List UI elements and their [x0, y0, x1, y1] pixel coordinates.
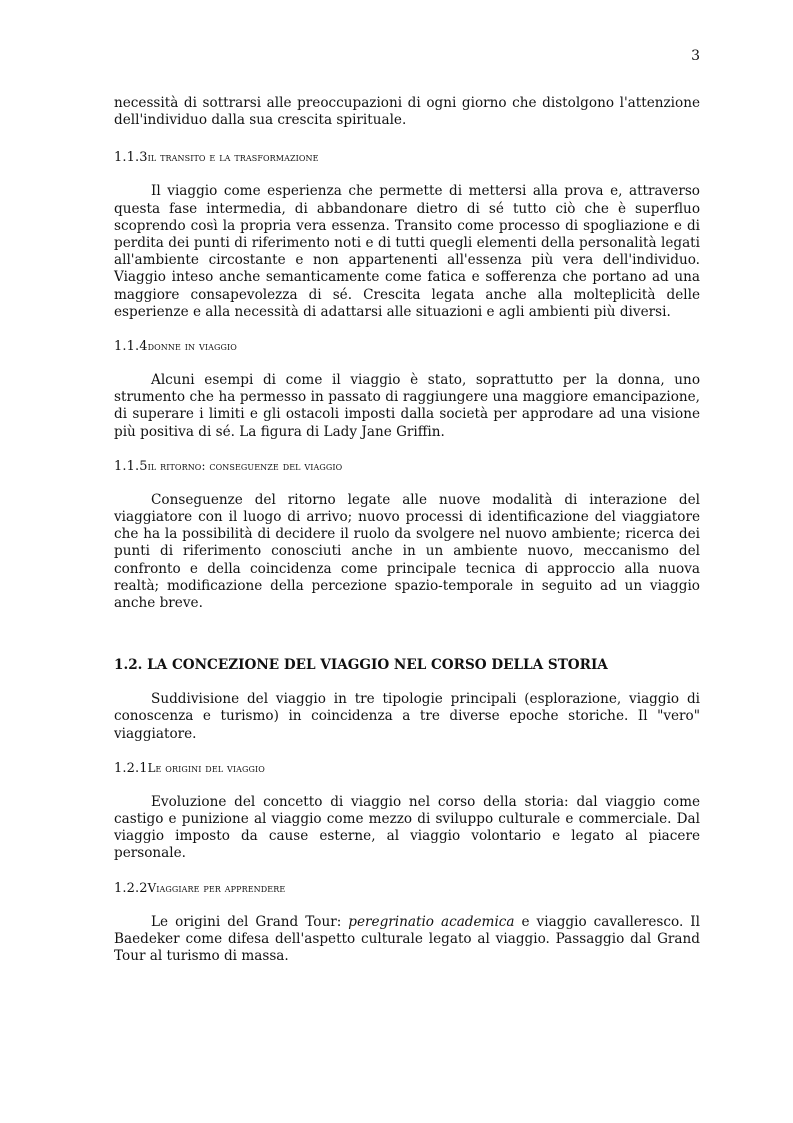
heading-number: 1.2.1 [114, 760, 148, 776]
text-after: e viaggio cavalleresco. Il Baedeker come difesa dell'aspetto culturale legato al viaggio. Passaggio dal Grand Tour al turismo di massa. [114, 913, 700, 965]
heading-1-2-2 [114, 880, 700, 897]
heading-1-1-4 [114, 338, 700, 355]
page-number: 3 [691, 48, 700, 64]
heading-number: 1.1.5 [114, 458, 148, 474]
heading-title: il ritorno: conseguenze del viaggio [147, 458, 343, 473]
paragraph-1-1-5: Conseguenze del ritorno legate alle nuove modalità di interazione del viaggiatore con il luogo di arrivo; nuovo processi di identificazione del viaggiatore che ha la possibilità di decidere il ruolo da svolgere nel nuovo ambiente; ricerca dei punti di riferimento conosciuti anche in un ambiente nuovo, meccanismo del confronto e della coincidenza come principale tecnica di approccio alla nuova realtà; modificazione della percezione spazio-temporale in seguito ad un viaggio anche breve. [114, 491, 700, 612]
page-content [114, 95, 700, 965]
heading-1-1-3 [114, 149, 700, 166]
paragraph-1-2-1: Evoluzione del concetto di viaggio nel corso della storia: dal viaggio come castigo e punizione al viaggio come mezzo di sviluppo culturale e commerciale. Dal viaggio imposto da cause esterne, al viaggio volontario e legato al piacere personale. [114, 793, 700, 862]
paragraph-1-2-2 [114, 914, 700, 966]
heading-title: il transito e la trasformazione [147, 150, 319, 165]
heading-1-2-1 [114, 760, 700, 777]
heading-1-1-5 [114, 458, 700, 475]
intro-paragraph: necessità di sottrarsi alle preoccupazioni di ogni giorno che distolgono l'attenzione dell'individuo dalla sua crescita spirituale. [114, 95, 700, 129]
paragraph-1-1-3: Il viaggio come esperienza che permette di mettersi alla prova e, attraverso questa fase intermedia, di abbandonare dietro di sé tutto ciò che è superfluo scoprendo così la propria vera essenza. Transito come processo di spogliazione e di perdita dei punti di riferimento noti e di tutti quegli elementi della personalità legati all'ambiente circostante e non appartenenti all'essenza più vera dell'individuo. Viaggio inteso anche semanticamente come fatica e sofferenza che portano ad una maggiore consapevolezza di sé. Crescita legata anche alla molteplicità delle esperienze e alla necessità di adattarsi alle situazioni e agli ambienti più diversi. [114, 183, 700, 320]
paragraph-1-1-4: Alcuni esempi di come il viaggio è stato, soprattutto per la donna, uno strumento che ha permesso in passato di raggiungere una maggiore emancipazione, di superare i limiti e gli ostacoli imposti dalla società per approdare ad una visione più positiva di sé. La figura di Lady Jane Griffin. [114, 372, 700, 440]
italic-term: peregrinatio academica [348, 913, 515, 930]
heading-number: 1.1.3 [114, 150, 148, 166]
paragraph-1-2: Suddivisione del viaggio in tre tipologie principali (esplorazione, viaggio di conoscenza e turismo) in coincidenza a tre diverse epoche storiche. Il "vero" viaggiatore. [114, 691, 700, 742]
heading-title: donne in viaggio [147, 339, 237, 354]
heading-title: Le origini del viaggio [147, 760, 265, 775]
text-before: Le origini del Grand Tour: [151, 913, 349, 930]
section-title-1-2: 1.2. LA CONCEZIONE DEL VIAGGIO NEL CORSO DELLA STORIA [114, 657, 608, 674]
heading-number: 1.1.4 [114, 339, 148, 355]
heading-number: 1.2.2 [114, 880, 148, 896]
heading-title: Viaggiare per apprendere [147, 880, 286, 895]
